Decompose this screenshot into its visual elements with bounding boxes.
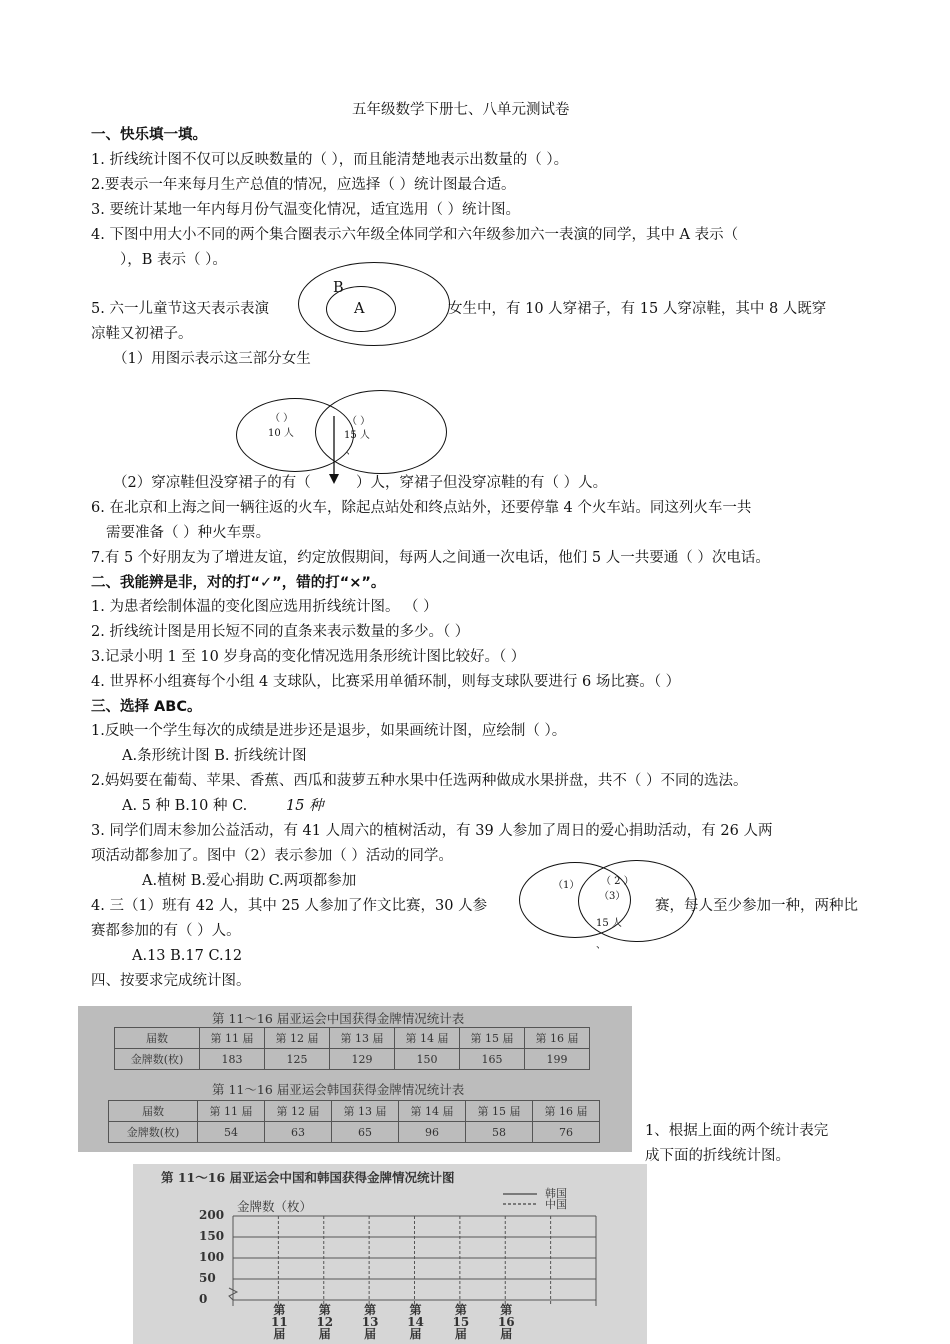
table-cell: 第 12 届 bbox=[265, 1101, 332, 1122]
table-cell: 第 16 届 bbox=[533, 1101, 600, 1122]
table-cell: 65 bbox=[332, 1122, 399, 1143]
s3-question-1-options: A.条形统计图 B. 折线统计图 bbox=[122, 748, 307, 764]
page-title: 五年级数学下册七、八单元测试卷 bbox=[352, 102, 570, 118]
s1-question-2: 2.要表示一年来每月生产总值的情况，应选择（ ）统计图最合适。 bbox=[91, 177, 516, 193]
table-row bbox=[109, 1101, 600, 1122]
venn3-label-3: （3） bbox=[599, 891, 626, 902]
s4-task-line1: 1、根据上面的两个统计表完 bbox=[645, 1123, 829, 1139]
venn-label-b: B bbox=[333, 280, 344, 296]
s1-question-5-right: 女生中，有 10 人穿裙子，有 15 人穿凉鞋，其中 8 人既穿 bbox=[448, 301, 827, 317]
table-cell: 96 bbox=[399, 1122, 466, 1143]
table-cell: 129 bbox=[330, 1049, 395, 1070]
table-cell: 第 11 届 bbox=[200, 1028, 265, 1049]
section-2-heading: 二、我能辨是非，对的打“✓”，错的打“×”。 bbox=[91, 575, 386, 591]
s3-question-4-line2: 赛都参加的有（ ）人。 bbox=[91, 923, 241, 939]
s1-question-5-part2-left: （2）穿凉鞋但没穿裙子的有（ bbox=[113, 475, 311, 491]
table-cell: 150 bbox=[395, 1049, 460, 1070]
table-cell: 第 13 届 bbox=[330, 1028, 395, 1049]
section-1-heading: 一、快乐填一填。 bbox=[91, 127, 207, 143]
x-tick-label: 第 15 届 bbox=[452, 1303, 470, 1341]
s4-task-line2: 成下面的折线统计图。 bbox=[645, 1148, 790, 1164]
table-cell: 165 bbox=[460, 1049, 525, 1070]
s3-question-4-left: 4. 三（1）班有 42 人，其中 25 人参加了作文比赛，30 人参 bbox=[91, 898, 488, 914]
table-cell: 199 bbox=[525, 1049, 590, 1070]
table-korea bbox=[108, 1100, 600, 1143]
section-3-heading: 三、选择 ABC。 bbox=[91, 699, 202, 715]
venn3-label-2: （ 2 ） bbox=[601, 876, 634, 887]
s2-question-2: 2. 折线统计图是用长短不同的直条来表示数量的多少。（ ） bbox=[91, 624, 470, 640]
s1-question-4-line2: ），B 表示（ ）。 bbox=[120, 252, 227, 268]
y-tick-label: 50 bbox=[199, 1271, 216, 1285]
section-4-heading: 四、按要求完成统计图。 bbox=[91, 973, 251, 989]
table-cell: 届数 bbox=[109, 1101, 198, 1122]
venn2-left-count: 10 人 bbox=[268, 428, 294, 439]
x-tick-label: 第 11 届 bbox=[271, 1303, 288, 1341]
x-tick-label: 第 16 届 bbox=[497, 1303, 515, 1341]
table-cell: 金牌数(枚) bbox=[115, 1049, 200, 1070]
down-arrow-icon bbox=[322, 416, 346, 488]
s3-question-2-options: A. 5 种 B.10 种 C. bbox=[122, 798, 248, 814]
s3-question-3-options: A.植树 B.爱心捐助 C.两项都参加 bbox=[142, 873, 357, 889]
s1-question-5-left: 5. 六一儿童节这天表示表演 bbox=[91, 301, 269, 317]
table-cell: 第 14 届 bbox=[399, 1101, 466, 1122]
table-cell: 183 bbox=[200, 1049, 265, 1070]
venn2-right-paren: （ ） bbox=[347, 416, 371, 427]
chart-photo bbox=[133, 1164, 647, 1344]
table-cell: 58 bbox=[466, 1122, 533, 1143]
s3-question-4-right: 赛，每人至少参加一种，两种比 bbox=[655, 898, 858, 914]
s3-question-4-options: A.13 B.17 C.12 bbox=[132, 948, 243, 964]
y-tick-label: 100 bbox=[199, 1250, 225, 1264]
s1-question-6-line1: 6. 在北京和上海之间一辆往返的火车，除起点站处和终点站外，还要停靠 4 个火车站。同这列火车一共 bbox=[91, 500, 752, 516]
venn2-left-paren: （ ） bbox=[270, 413, 294, 424]
s1-question-1: 1. 折线统计图不仅可以反映数量的（ ），而且能清楚地表示出数量的（ ）。 bbox=[91, 152, 569, 168]
s3-question-2-option-c: 15 种 bbox=[286, 798, 324, 814]
table-china bbox=[114, 1027, 590, 1070]
s1-question-5-part2-right: ）人，穿裙子但没穿凉鞋的有（ ）人。 bbox=[356, 475, 608, 491]
table-cell: 54 bbox=[198, 1122, 265, 1143]
s1-question-5-line2: 凉鞋又初裙子。 bbox=[91, 326, 193, 342]
venn3-count: 15 人 bbox=[596, 918, 622, 929]
chart-y-label: 金牌数（枚） bbox=[237, 1199, 313, 1214]
table-cell: 届数 bbox=[115, 1028, 200, 1049]
legend-china: 中国 bbox=[545, 1198, 567, 1211]
table-cell: 第 15 届 bbox=[460, 1028, 525, 1049]
s3-question-1: 1.反映一个学生每次的成绩是进步还是退步，如果画统计图，应绘制（ ）。 bbox=[91, 723, 567, 739]
legend-korea: 韩国 bbox=[545, 1187, 567, 1200]
table-cell: 第 14 届 bbox=[395, 1028, 460, 1049]
venn-label-a: A bbox=[354, 301, 365, 317]
table-cell: 第 11 届 bbox=[198, 1101, 265, 1122]
table-cell: 125 bbox=[265, 1049, 330, 1070]
venn2-right-count: 15 人 bbox=[344, 430, 370, 441]
table-cell: 第 12 届 bbox=[265, 1028, 330, 1049]
s1-question-3: 3. 要统计某地一年内每月份气温变化情况，适宜选用（ ）统计图。 bbox=[91, 202, 521, 218]
x-tick-label: 第 14 届 bbox=[407, 1303, 424, 1341]
table-kr-title: 第 11～16 届亚运会韩国获得金牌情况统计表 bbox=[212, 1082, 465, 1097]
table-row bbox=[115, 1049, 590, 1070]
tables-photo bbox=[78, 1006, 632, 1152]
table-cell: 第 16 届 bbox=[525, 1028, 590, 1049]
table-cn-title: 第 11～16 届亚运会中国获得金牌情况统计表 bbox=[212, 1011, 465, 1026]
s2-question-1: 1. 为患者绘制体温的变化图应选用折线统计图。 （ ） bbox=[91, 599, 438, 615]
venn3-label-1: （1） bbox=[553, 880, 580, 891]
table-row bbox=[115, 1028, 590, 1049]
s1-question-5-part1: （1）用图示表示这三部分女生 bbox=[113, 351, 311, 367]
table-row bbox=[109, 1122, 600, 1143]
y-tick-label: 0 bbox=[199, 1292, 208, 1306]
y-tick-label: 200 bbox=[199, 1208, 225, 1222]
s2-question-3: 3.记录小明 1 至 10 岁身高的变化情况选用条形统计图比较好。（ ） bbox=[91, 649, 526, 665]
s1-question-4-line1: 4. 下图中用大小不同的两个集合圈表示六年级全体同学和六年级参加六一表演的同学，其中 A 表示（ bbox=[91, 227, 739, 243]
chart-title: 第 11～16 届亚运会中国和韩国获得金牌情况统计图 bbox=[161, 1170, 455, 1185]
y-tick-label: 150 bbox=[199, 1229, 225, 1243]
table-cell: 金牌数(枚) bbox=[109, 1122, 198, 1143]
s1-question-6-line2: 需要准备（ ）种火车票。 bbox=[106, 525, 271, 541]
s2-question-4: 4. 世界杯小组赛每个小组 4 支球队，比赛采用单循环制，则每支球队要进行 6 场比赛。（ ） bbox=[91, 674, 681, 690]
s3-question-2: 2.妈妈要在葡萄、苹果、香蕉、西瓜和菠萝五种水果中任选两种做成水果拼盘，共不（ ）不同的选法。 bbox=[91, 773, 748, 789]
table-cell: 76 bbox=[533, 1122, 600, 1143]
table-cell: 63 bbox=[265, 1122, 332, 1143]
venn2-mark: 、 bbox=[346, 446, 356, 457]
s3-question-3-line1: 3. 同学们周末参加公益活动，有 41 人周六的植树活动，有 39 人参加了周日的爱心捐助活动，有 26 人两 bbox=[91, 823, 773, 839]
table-cell: 第 15 届 bbox=[466, 1101, 533, 1122]
s1-question-7: 7.有 5 个好朋友为了增进友谊，约定放假期间，每两人之间通一次电话，他们 5 人一共要通（ ）次电话。 bbox=[91, 550, 770, 566]
venn3-mark: 、 bbox=[596, 940, 606, 951]
s3-question-3-line2: 项活动都参加了。图中（2）表示参加（ ）活动的同学。 bbox=[91, 848, 453, 864]
x-tick-label: 第 12 届 bbox=[316, 1303, 334, 1341]
table-cell: 第 13 届 bbox=[332, 1101, 399, 1122]
x-tick-label: 第 13 届 bbox=[361, 1303, 379, 1341]
